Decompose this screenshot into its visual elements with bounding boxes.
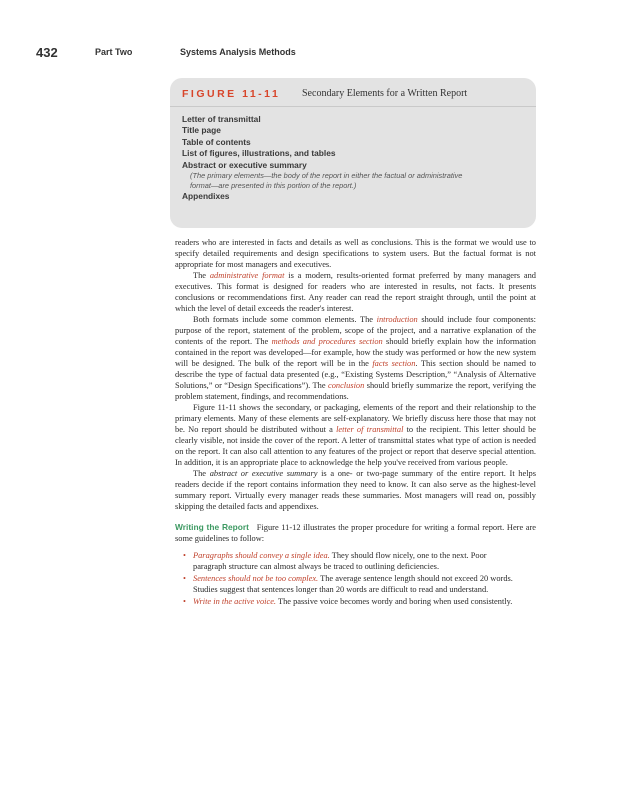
figure-label: FIGURE 11-11	[182, 88, 281, 100]
term-administrative-format: administrative format	[209, 271, 285, 280]
text-run: should include four components: purpose of the report, statement of the problem, scope of the project, and a narrative explanation of the contents of the report. The	[175, 315, 536, 346]
paragraph-5	[175, 468, 536, 512]
bullet-marker: •	[183, 597, 186, 606]
paragraph-4	[175, 402, 536, 468]
text-run: is a modern, results-oriented format preferred by many managers and executives. This format is designed for readers who are interested in results, not facts. It presents conclusions or recommendations first. Any reader can read the report straight through, until the point at which the level of detail exceeds the reader's interest.	[175, 271, 536, 313]
running-header	[36, 45, 596, 61]
guideline-lead: Sentences should not be too complex.	[193, 574, 319, 583]
figure-item: Letter of transmittal	[182, 114, 261, 124]
text-run: The	[193, 469, 210, 478]
term-introduction: introduction	[376, 315, 418, 324]
figure-item: List of figures, illustrations, and tables	[182, 148, 336, 159]
text-run: Figure 11-11 shows the secondary, or packaging, elements of the report and their relationship to the primary elements. Many of these elements are self-explanatory. We briefly discuss here those that may not be. No report should be distributed without a	[175, 403, 536, 434]
guideline-item	[175, 573, 536, 595]
guideline-item	[175, 550, 536, 572]
bullet-marker: •	[183, 551, 186, 560]
text-run: The	[193, 271, 210, 280]
figure-item: Title page	[182, 125, 221, 136]
text-run: is a one- or two-page summary of the entire report. It helps readers decide if the report contains information they need to know. It can also serve as the highest-level summary report. Virtually every manager reads these summaries. Most managers will read on, possibly skipping the detailed facts and appendixes.	[175, 469, 536, 511]
figure-box	[170, 78, 536, 228]
guideline-text: The passive voice becomes wordy and boring when used consistently.	[276, 597, 513, 606]
paragraph-1: readers who are interested in facts and details as well as conclusions. This is the format we would use to specify detailed requirements and design specifications to system users. But the factual format is not appropriate for most managers and executives.	[175, 238, 536, 269]
guideline-list	[175, 550, 536, 607]
part-label: Part Two	[95, 47, 133, 57]
term-methods-and-procedures: methods and procedures section	[271, 337, 383, 346]
paragraph-2	[175, 270, 536, 314]
paragraph-3	[175, 314, 536, 402]
guideline-text: The average sentence length should not exceed 20 words. Studies suggest that sentences longer than 20 words are difficult to read and understand.	[193, 574, 513, 594]
guideline-text: They should flow nicely, one to the next. Poor paragraph structure can almost always be traced to outlining deficiencies.	[193, 551, 487, 571]
page-number: 432	[36, 45, 58, 60]
subheading-writing-the-report: Writing the Report	[175, 522, 249, 532]
text-run: Figure 11-12 illustrates the proper procedure for writing a formal report. Here are some guidelines to follow:	[175, 523, 537, 543]
figure-element-list	[182, 114, 526, 203]
guideline-item	[175, 596, 536, 607]
term-facts-section: facts section	[372, 359, 416, 368]
term-executive-summary: abstract or executive summary	[209, 469, 318, 478]
text-run: should briefly explain how the information contained in the report was developed—for example, how the study was performed or how the new system will be designed. The bulk of the report will be in the	[175, 337, 536, 368]
figure-note-line-1: (The primary elements—the body of the report in either the factual or administrative	[190, 170, 463, 180]
guideline-lead: Paragraphs should convey a single idea.	[193, 551, 330, 560]
text-run: Both formats include some common elements. The	[193, 315, 377, 324]
paragraph-writing-the-report	[175, 522, 536, 544]
text-run: . This section should be named to describe the type of factual data presented (e.g., “Existing Systems Description,” “Analysis of Alternative Solutions,” or “Design Specifications”). The	[175, 359, 536, 390]
figure-note	[182, 171, 526, 190]
term-conclusion: conclusion	[327, 381, 365, 390]
figure-item: Abstract or executive summary	[182, 159, 307, 170]
bullet-marker: •	[183, 574, 186, 583]
figure-title-bar	[170, 78, 536, 107]
figure-item-appendixes: Appendixes	[182, 191, 230, 202]
text-run: to the recipient. This letter should be clearly visible, not inside the cover of the report. A letter of transmittal states what type of action is needed on the report. It can also call attention to any features of the project or report that deserve special attention. In addition, it is an appropriate place to acknowledge the help you've received from various people.	[175, 425, 537, 467]
term-letter-of-transmittal: letter of transmittal	[336, 425, 404, 434]
text-run: should briefly summarize the report, verifying the problem statement, findings, and recommendations.	[175, 381, 536, 401]
figure-note-line-2: format—are presented in this portion of the report.)	[190, 180, 357, 190]
figure-caption: Secondary Elements for a Written Report	[302, 88, 468, 99]
guideline-lead: Write in the active voice.	[193, 597, 277, 606]
figure-item: Table of contents	[182, 136, 251, 147]
section-title: Systems Analysis Methods	[180, 47, 296, 57]
body-text	[175, 237, 536, 608]
